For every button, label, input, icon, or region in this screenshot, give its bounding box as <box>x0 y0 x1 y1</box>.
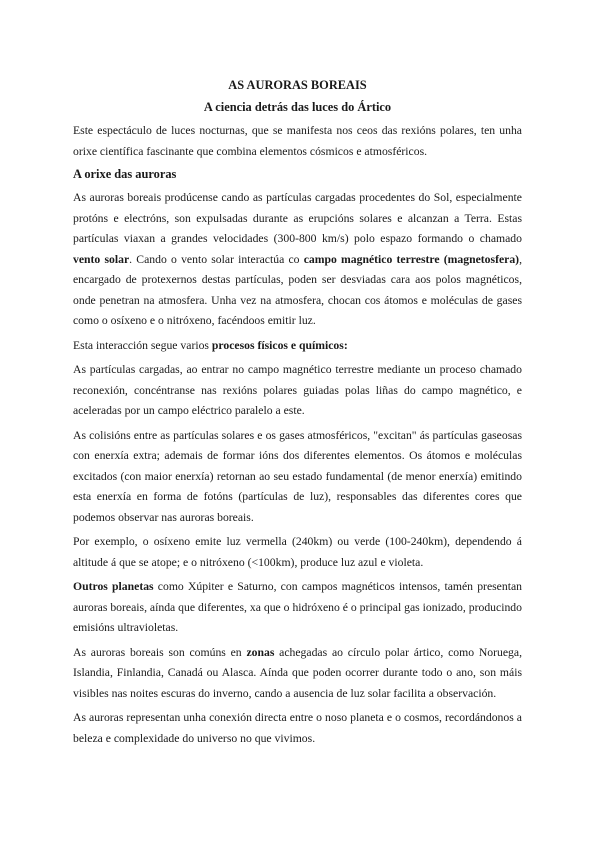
text-run: achegadas ao círculo polar ártico, como Noruega, Islandia, Finlandia, Canadá ou Alasca. Aínda que poden ocorrer durante todo o ano, son máis visibles nas noites escuras do inverno, cando a ausencia de luz solar facilita a observación. <box>73 645 522 700</box>
paragraph-vento-solar <box>73 188 522 332</box>
paragraph-collisions <box>73 426 522 529</box>
intro-paragraph <box>73 121 522 162</box>
text-run: Por exemplo, o osíxeno emite luz vermella (240km) ou verde (100-240km), dependendo á altitude á que se atope; e o nitróxeno (<100km), produce luz azul e violeta. <box>73 535 522 569</box>
text-run: As partículas cargadas, ao entrar no campo magnético terrestre mediante un proceso chamado reconexión, concéntranse nas rexións polares guiadas polas liñas do campo magnético, e aceleradas por un campo eléctrico paralelo a este. <box>73 363 522 417</box>
paragraph-other-planets <box>73 577 522 639</box>
section-heading: A orixe das auroras <box>73 167 177 181</box>
document-title: AS AURORAS BOREAIS <box>228 78 367 92</box>
text-run: como Xúpiter e Saturno, con campos magnéticos intensos, tamén presentan auroras boreais, aínda que diferentes, xa que o hidróxeno é o principal gas ionizado, producindo emisións ultravioletas. <box>73 580 522 634</box>
document-subtitle: A ciencia detrás das luces do Ártico <box>203 100 392 114</box>
text-run: As auroras representan unha conexión directa entre o noso planeta e o cosmos, recordándonos a beleza e complexidade do universo no que vivimos. <box>73 711 522 745</box>
text-run: As auroras boreais prodúcense cando as partículas cargadas procedentes do Sol, especialmente protóns e electróns, son expulsadas durante as erupcións solares e alcanzan a Terra. Estas partículas viaxan a grandes velocidades (300-800 km/s) polo espazo formando o chamado <box>73 191 522 245</box>
text-run: As colisións entre as partículas solares e os gases atmosféricos, "excitan" ás partículas gaseosas con enerxía extra; ademais de formar ións dos diferentes elementos. Os átomos e moléculas excitados (con maior enerxía) retornan ao seu estado fundamental (de menor enerxía) emitindo esta enerxía en forma de fotóns (partículas de luz), responsables das diferentes cores que podemos observar nas auroras boreais. <box>73 428 522 524</box>
text-run: . Cando o vento solar interactúa co <box>129 252 304 266</box>
paragraph-zones <box>73 643 522 705</box>
text-run: Esta interacción segue varios <box>73 338 212 352</box>
text-run: , encargado de protexernos destas partículas, poden ser desviadas cara aos polos magnéticos, onde penetran na atmosfera. Unha vez na atmosfera, chocan cos átomos e moléculas de gases como o osíxeno e o nitróxeno, facéndoos emitir luz. <box>73 252 522 327</box>
paragraph-conclusion <box>73 708 522 749</box>
text-run: As auroras boreais son comúns en <box>73 645 247 659</box>
paragraph-processes-intro <box>73 336 522 357</box>
bold-text: procesos físicos e químicos: <box>211 338 348 352</box>
text-run: Este espectáculo de luces nocturnas, que se manifesta nos ceos das rexións polares, ten unha orixe científica fascinante que combina elementos cósmicos e atmosféricos. <box>73 124 522 158</box>
bold-text: zonas <box>246 645 275 659</box>
paragraph-reconnection <box>73 360 522 422</box>
bold-text: Outros planetas <box>73 580 154 593</box>
paragraph-colors-example <box>73 532 522 573</box>
bold-text: vento solar <box>73 252 130 266</box>
bold-text: campo magnético terrestre (magnetosfera) <box>303 252 520 266</box>
